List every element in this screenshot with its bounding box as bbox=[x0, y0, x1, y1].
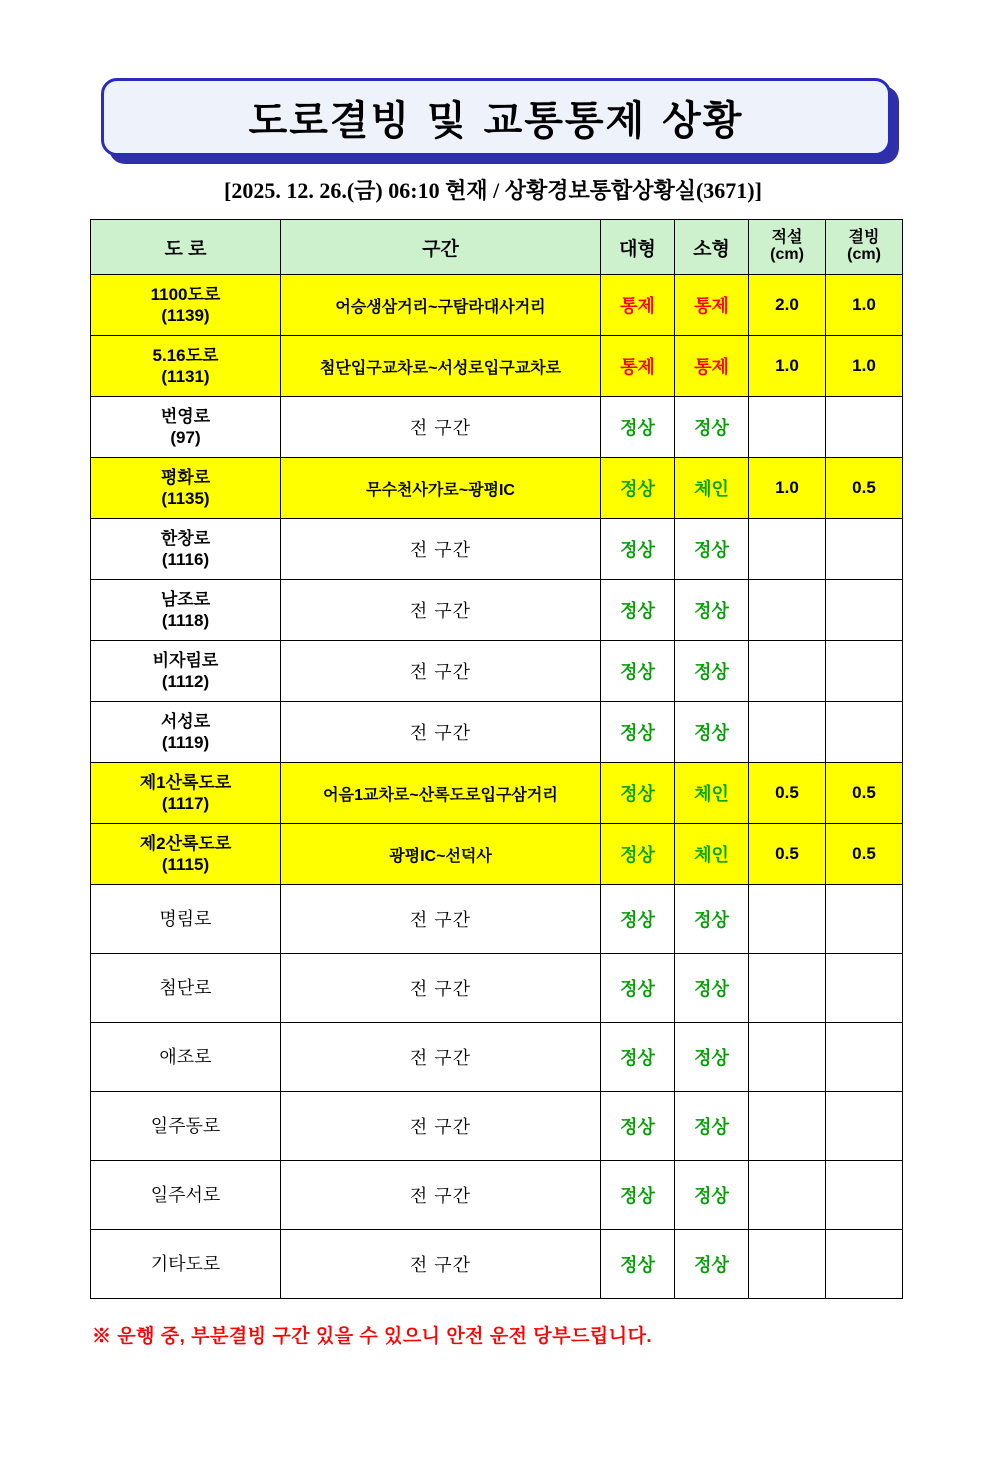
cell-small-vehicle-status: 정상 bbox=[675, 954, 749, 1023]
road-name: 제2산록도로 bbox=[139, 833, 232, 853]
title-banner-wrap bbox=[0, 78, 992, 156]
road-name: 애조로 bbox=[159, 1046, 212, 1067]
table-row bbox=[91, 1023, 903, 1092]
cell-small-vehicle-status: 정상 bbox=[675, 397, 749, 458]
cell-ice-depth bbox=[826, 1230, 903, 1299]
table-row bbox=[91, 580, 903, 641]
cell-section: 첨단입구교차로~서성로입구교차로 bbox=[281, 336, 601, 397]
road-status-table-wrap bbox=[90, 219, 902, 1299]
cell-section: 전 구간 bbox=[281, 641, 601, 702]
table-body bbox=[91, 275, 903, 1299]
cell-road bbox=[91, 397, 281, 458]
cell-ice-depth bbox=[826, 1092, 903, 1161]
footnote: ※ 운행 중, 부분결빙 구간 있을 수 있으니 안전 운전 당부드립니다. bbox=[92, 1326, 653, 1347]
road-number: (1115) bbox=[161, 855, 210, 874]
title-shadow-group bbox=[101, 78, 891, 156]
road-name: 5.16도로 bbox=[152, 345, 219, 365]
cell-ice-depth bbox=[826, 519, 903, 580]
cell-snow-depth bbox=[749, 885, 826, 954]
cell-small-vehicle-status: 정상 bbox=[675, 1230, 749, 1299]
column-header-road: 도 로 bbox=[91, 220, 281, 275]
cell-small-vehicle-status: 정상 bbox=[675, 580, 749, 641]
table-row bbox=[91, 885, 903, 954]
cell-section: 전 구간 bbox=[281, 519, 601, 580]
cell-ice-depth bbox=[826, 580, 903, 641]
cell-snow-depth bbox=[749, 702, 826, 763]
cell-ice-depth bbox=[826, 1023, 903, 1092]
cell-section: 전 구간 bbox=[281, 1023, 601, 1092]
cell-ice-depth: 0.5 bbox=[826, 824, 903, 885]
cell-small-vehicle-status: 정상 bbox=[675, 641, 749, 702]
table-row bbox=[91, 824, 903, 885]
table-row bbox=[91, 1230, 903, 1299]
cell-snow-depth bbox=[749, 397, 826, 458]
cell-snow-depth bbox=[749, 641, 826, 702]
cell-small-vehicle-status: 통제 bbox=[675, 336, 749, 397]
road-name: 한창로 bbox=[160, 528, 211, 548]
cell-section: 전 구간 bbox=[281, 702, 601, 763]
cell-road bbox=[91, 1023, 281, 1092]
road-number: (1131) bbox=[161, 367, 210, 386]
cell-snow-depth: 1.0 bbox=[749, 336, 826, 397]
cell-section: 전 구간 bbox=[281, 885, 601, 954]
road-name: 일주서로 bbox=[150, 1184, 221, 1205]
document-page bbox=[0, 78, 992, 1481]
table-row bbox=[91, 275, 903, 336]
road-name: 1100도로 bbox=[150, 284, 221, 304]
cell-section: 광평IC~선덕사 bbox=[281, 824, 601, 885]
cell-ice-depth: 0.5 bbox=[826, 763, 903, 824]
cell-large-vehicle-status: 통제 bbox=[601, 336, 675, 397]
cell-road bbox=[91, 458, 281, 519]
column-header-small: 소형 bbox=[675, 220, 749, 275]
cell-road bbox=[91, 763, 281, 824]
table-head bbox=[91, 220, 903, 275]
cell-snow-depth: 2.0 bbox=[749, 275, 826, 336]
table-row bbox=[91, 1161, 903, 1230]
road-number: (97) bbox=[170, 428, 201, 447]
road-name: 일주동로 bbox=[150, 1115, 221, 1136]
cell-large-vehicle-status: 정상 bbox=[601, 580, 675, 641]
cell-road bbox=[91, 641, 281, 702]
column-header-snow-label: 적설 bbox=[771, 229, 803, 247]
cell-small-vehicle-status: 통제 bbox=[675, 275, 749, 336]
table-row bbox=[91, 702, 903, 763]
cell-road bbox=[91, 336, 281, 397]
cell-ice-depth: 0.5 bbox=[826, 458, 903, 519]
cell-large-vehicle-status: 정상 bbox=[601, 1161, 675, 1230]
cell-section: 무수천사가로~광평IC bbox=[281, 458, 601, 519]
cell-section: 어승생삼거리~구탐라대사거리 bbox=[281, 275, 601, 336]
cell-large-vehicle-status: 정상 bbox=[601, 763, 675, 824]
cell-ice-depth bbox=[826, 954, 903, 1023]
cell-section: 전 구간 bbox=[281, 1092, 601, 1161]
cell-large-vehicle-status: 정상 bbox=[601, 1230, 675, 1299]
table-row bbox=[91, 458, 903, 519]
road-name: 첨단로 bbox=[159, 977, 212, 998]
cell-section: 전 구간 bbox=[281, 397, 601, 458]
cell-ice-depth bbox=[826, 702, 903, 763]
cell-snow-depth bbox=[749, 519, 826, 580]
cell-road bbox=[91, 580, 281, 641]
cell-section: 전 구간 bbox=[281, 580, 601, 641]
cell-large-vehicle-status: 통제 bbox=[601, 275, 675, 336]
cell-small-vehicle-status: 정상 bbox=[675, 1161, 749, 1230]
road-name: 비자림로 bbox=[152, 650, 219, 670]
cell-small-vehicle-status: 체인 bbox=[675, 458, 749, 519]
cell-large-vehicle-status: 정상 bbox=[601, 397, 675, 458]
cell-road bbox=[91, 824, 281, 885]
road-number: (1139) bbox=[161, 306, 210, 325]
road-name: 번영로 bbox=[160, 406, 211, 426]
cell-snow-depth: 0.5 bbox=[749, 824, 826, 885]
cell-large-vehicle-status: 정상 bbox=[601, 824, 675, 885]
road-number: (1118) bbox=[161, 611, 210, 630]
cell-road bbox=[91, 702, 281, 763]
cell-road bbox=[91, 275, 281, 336]
table-row bbox=[91, 519, 903, 580]
cell-small-vehicle-status: 정상 bbox=[675, 885, 749, 954]
column-header-snow bbox=[749, 220, 826, 275]
table-row bbox=[91, 1092, 903, 1161]
cell-snow-depth bbox=[749, 1230, 826, 1299]
cell-road bbox=[91, 885, 281, 954]
cell-snow-depth: 0.5 bbox=[749, 763, 826, 824]
table-row bbox=[91, 763, 903, 824]
road-name: 기타도로 bbox=[150, 1253, 221, 1274]
cell-ice-depth bbox=[826, 885, 903, 954]
cell-small-vehicle-status: 정상 bbox=[675, 1092, 749, 1161]
road-name: 평화로 bbox=[160, 467, 211, 487]
cell-large-vehicle-status: 정상 bbox=[601, 702, 675, 763]
cell-small-vehicle-status: 정상 bbox=[675, 1023, 749, 1092]
road-number: (1117) bbox=[161, 794, 210, 813]
cell-road bbox=[91, 1092, 281, 1161]
cell-large-vehicle-status: 정상 bbox=[601, 885, 675, 954]
cell-section: 전 구간 bbox=[281, 954, 601, 1023]
table-row bbox=[91, 397, 903, 458]
cell-snow-depth bbox=[749, 1023, 826, 1092]
column-header-ice-label: 결빙 bbox=[848, 229, 880, 247]
cell-large-vehicle-status: 정상 bbox=[601, 458, 675, 519]
cell-road bbox=[91, 954, 281, 1023]
cell-section: 전 구간 bbox=[281, 1230, 601, 1299]
cell-large-vehicle-status: 정상 bbox=[601, 641, 675, 702]
road-number: (1116) bbox=[161, 550, 210, 569]
cell-small-vehicle-status: 정상 bbox=[675, 702, 749, 763]
report-timestamp: [2025. 12. 26.(금) 06:10 현재 / 상황경보통합상황실(3671)] bbox=[224, 178, 762, 203]
cell-large-vehicle-status: 정상 bbox=[601, 954, 675, 1023]
cell-small-vehicle-status: 체인 bbox=[675, 824, 749, 885]
road-number: (1112) bbox=[161, 672, 210, 691]
column-header-ice bbox=[826, 220, 903, 275]
road-name: 남조로 bbox=[160, 589, 211, 609]
cell-snow-depth: 1.0 bbox=[749, 458, 826, 519]
cell-small-vehicle-status: 체인 bbox=[675, 763, 749, 824]
road-number: (1119) bbox=[161, 733, 210, 752]
cell-ice-depth bbox=[826, 397, 903, 458]
cell-road bbox=[91, 1230, 281, 1299]
cell-snow-depth bbox=[749, 954, 826, 1023]
cell-section: 어음1교차로~산록도로입구삼거리 bbox=[281, 763, 601, 824]
cell-large-vehicle-status: 정상 bbox=[601, 519, 675, 580]
table-row bbox=[91, 336, 903, 397]
cell-ice-depth: 1.0 bbox=[826, 275, 903, 336]
road-status-table bbox=[90, 219, 903, 1299]
column-header-large: 대형 bbox=[601, 220, 675, 275]
column-header-ice-unit: (cm) bbox=[847, 246, 881, 263]
cell-section: 전 구간 bbox=[281, 1161, 601, 1230]
cell-snow-depth bbox=[749, 1161, 826, 1230]
cell-ice-depth: 1.0 bbox=[826, 336, 903, 397]
cell-snow-depth bbox=[749, 580, 826, 641]
road-number: (1135) bbox=[161, 489, 210, 508]
cell-snow-depth bbox=[749, 1092, 826, 1161]
cell-large-vehicle-status: 정상 bbox=[601, 1092, 675, 1161]
table-row bbox=[91, 954, 903, 1023]
table-header-row bbox=[91, 220, 903, 275]
table-row bbox=[91, 641, 903, 702]
column-header-snow-unit: (cm) bbox=[770, 246, 804, 263]
cell-ice-depth bbox=[826, 1161, 903, 1230]
cell-large-vehicle-status: 정상 bbox=[601, 1023, 675, 1092]
title-banner bbox=[101, 78, 891, 156]
cell-small-vehicle-status: 정상 bbox=[675, 519, 749, 580]
cell-road bbox=[91, 1161, 281, 1230]
page-title: 도로결빙 및 교통통제 상황 bbox=[248, 97, 744, 144]
cell-ice-depth bbox=[826, 641, 903, 702]
column-header-section: 구간 bbox=[281, 220, 601, 275]
road-name: 제1산록도로 bbox=[139, 772, 232, 792]
road-name: 서성로 bbox=[160, 711, 211, 731]
cell-road bbox=[91, 519, 281, 580]
road-name: 명림로 bbox=[159, 908, 212, 929]
